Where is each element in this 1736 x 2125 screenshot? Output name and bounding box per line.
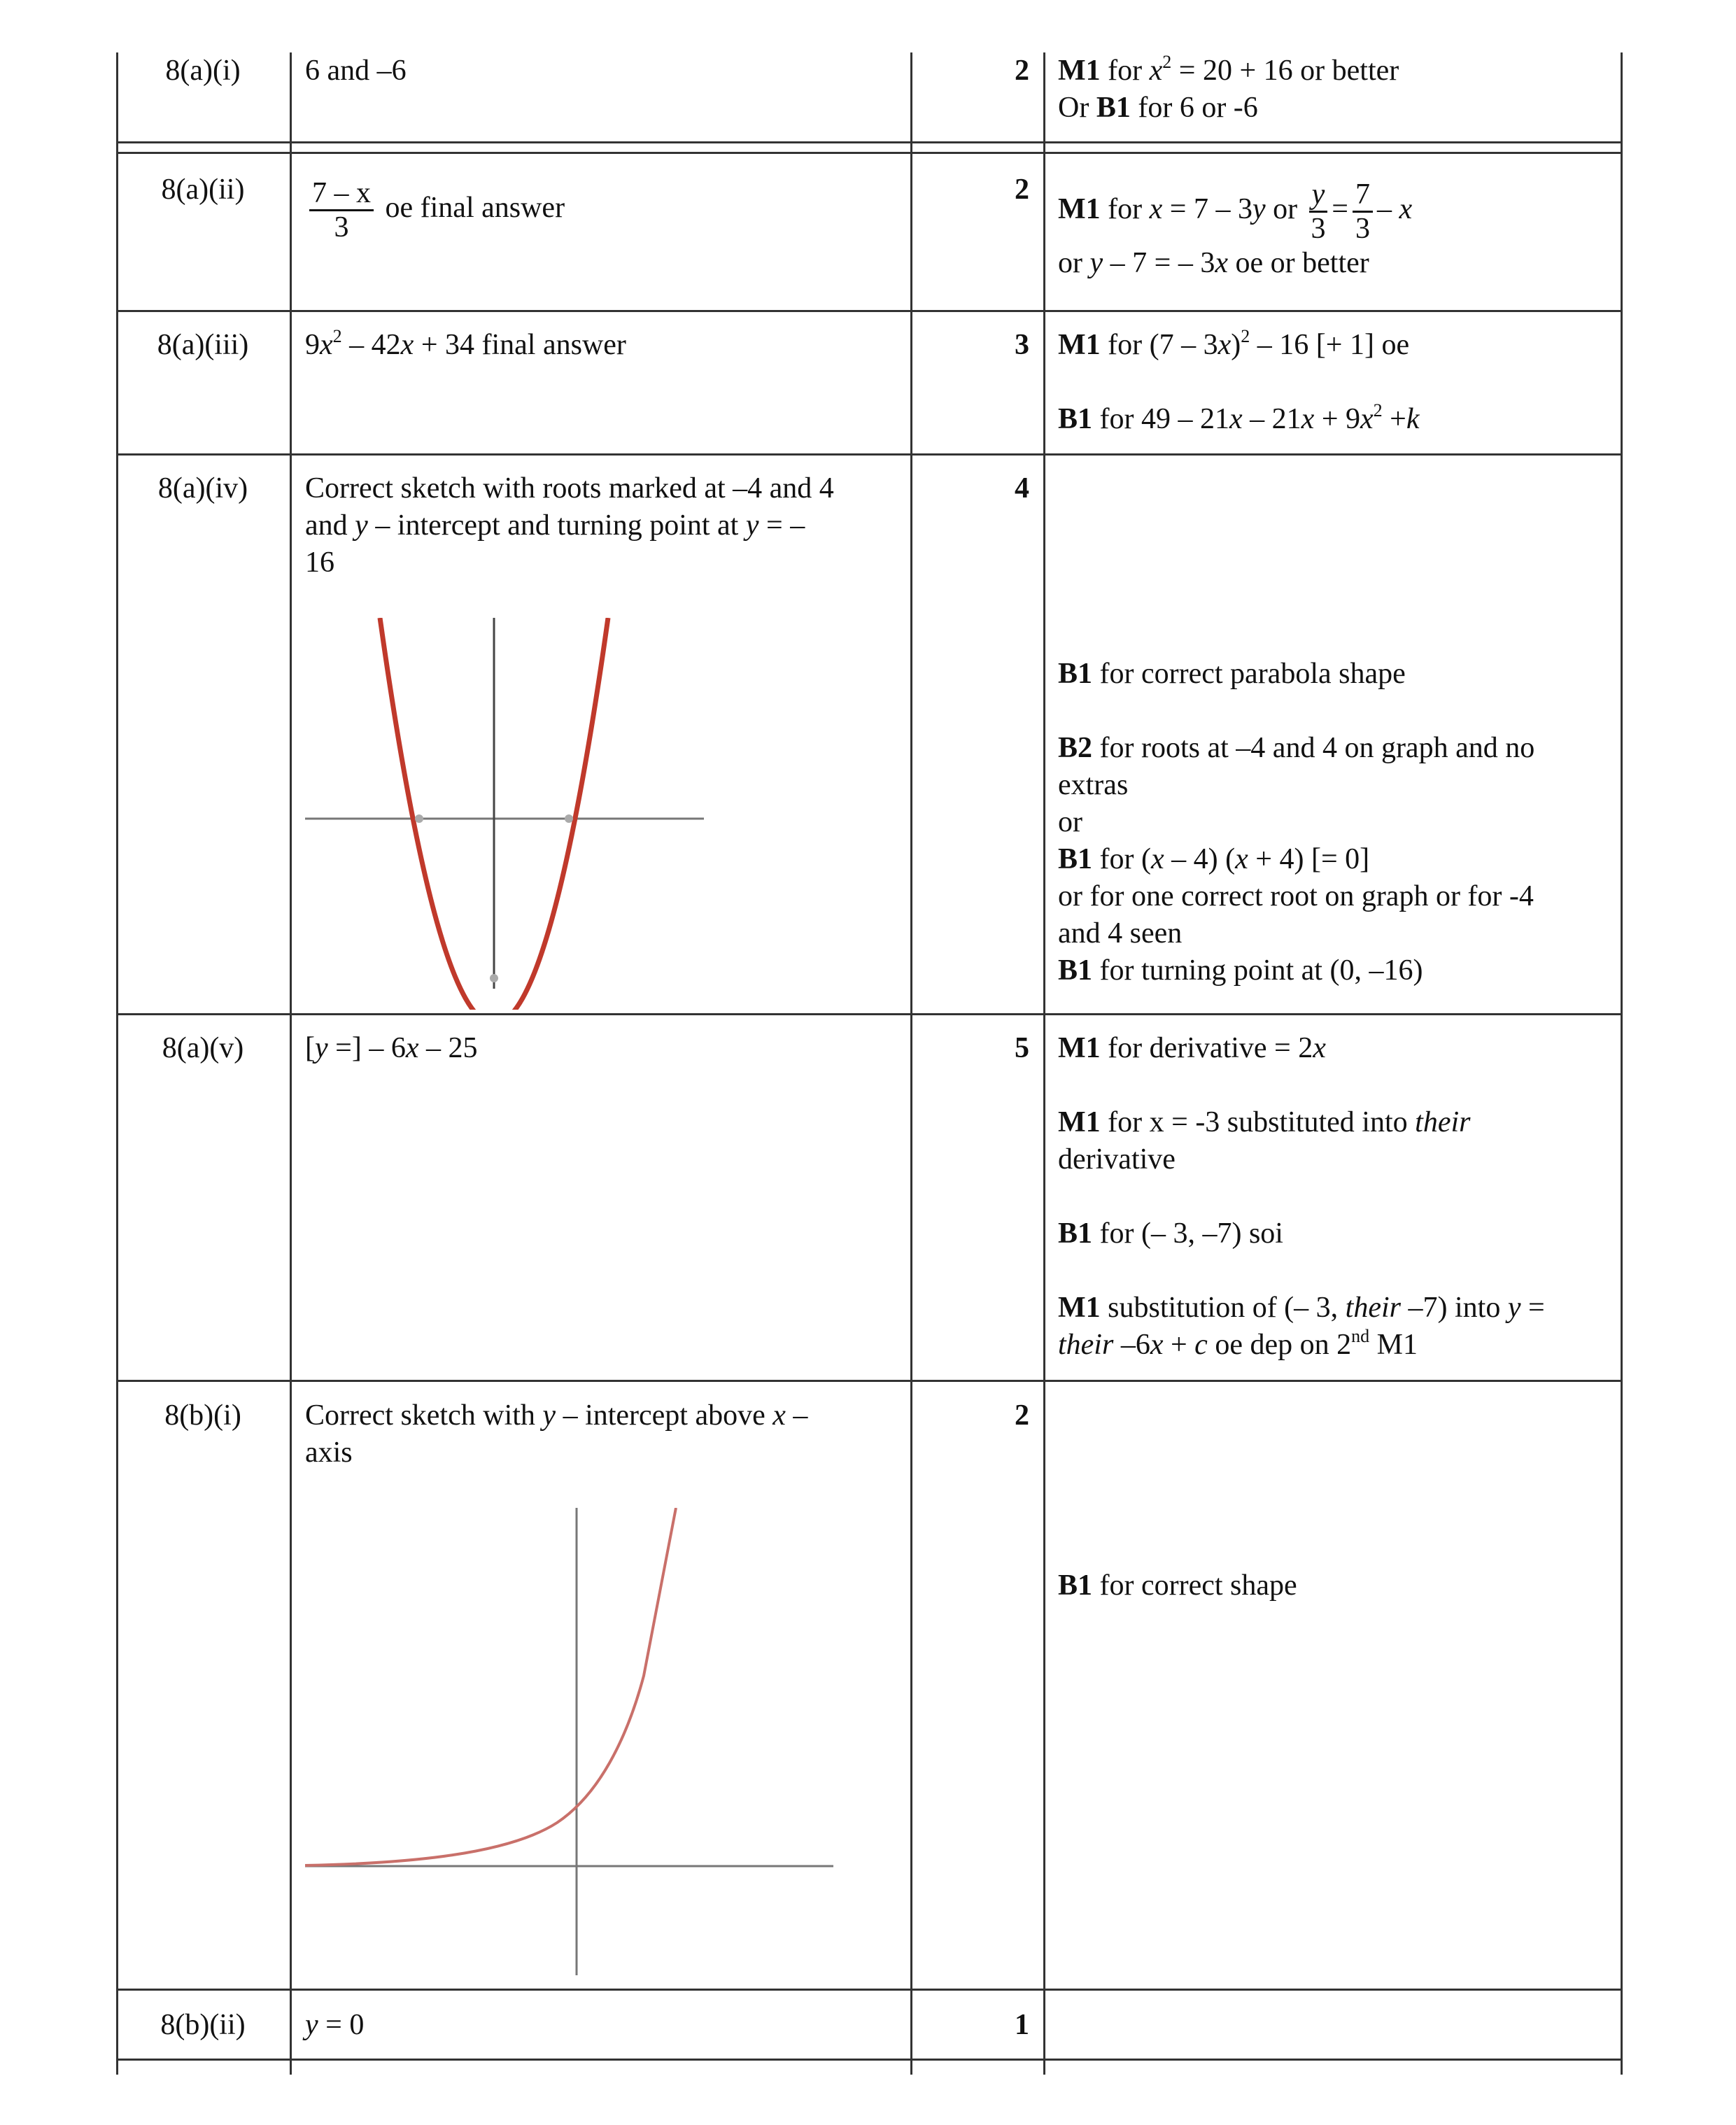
marks: 1	[1015, 2009, 1029, 2041]
rule-row6-bottom	[116, 1989, 1623, 1991]
answer: Correct sketch with roots marked at –4 and 4 and y – intercept and turning point at y = – 16	[305, 472, 834, 579]
answer: $9x^2 - 42x + 34$ final answer	[305, 326, 626, 361]
parabola-sketch	[305, 618, 711, 1010]
rule-col2	[910, 52, 912, 2075]
marks: 3	[1015, 329, 1029, 361]
question-number: 8(a)(v)	[162, 1032, 244, 1064]
rule-double-top	[116, 141, 1623, 143]
question-number: 8(b)(i)	[164, 1399, 241, 1432]
marks: 2	[1015, 174, 1029, 206]
rule-row5-bottom	[116, 1380, 1623, 1382]
rule-double-bottom	[116, 152, 1623, 154]
answer: Correct sketch with y – intercept above x – axis	[305, 1399, 808, 1469]
root-point-left	[415, 814, 423, 823]
guidance: M1 for derivative = 2x M1 for x = -3 substituted into their derivative B1 for (– 3, –7) soi M1 substitution of (– 3, their –7) into y = their –6x + c oe dep on 2nd M1	[1058, 1032, 1545, 1361]
exponential-sketch	[305, 1508, 844, 1984]
question-number: 8(a)(ii)	[161, 174, 245, 206]
guidance: M1 for x = 7 – 3y or $\frac{y}{3}$ = $\frac{7}{3}$ – x or y – 7 = – 3x oe or better	[1058, 178, 1413, 279]
rule-row2-bottom	[116, 310, 1623, 312]
rule-row7-bottom	[116, 2059, 1623, 2061]
rule-row3-bottom	[116, 453, 1623, 456]
question-number: 8(a)(iv)	[157, 472, 248, 504]
question-number: 8(a)(i)	[165, 55, 241, 87]
root-point-right	[565, 814, 573, 823]
marks: 4	[1015, 472, 1029, 504]
answer: 6 and –6	[305, 55, 407, 87]
answer: y = 0	[305, 2009, 365, 2041]
guidance: B1 for correct shape	[1058, 1569, 1297, 1602]
guidance: M1 for $x^2 = 20 + 16$ or better Or B1 for 6 or -6	[1058, 52, 1399, 124]
guidance: M1 for (7 – 3x)$^2$ – 16 [+ 1] oe B1 for $49 - 21x - 21x + 9x^2 +k$	[1058, 326, 1420, 435]
marks: 2	[1015, 55, 1029, 87]
question-number: 8(b)(ii)	[160, 2009, 246, 2041]
turning-point	[490, 974, 498, 982]
question-number: 8(a)(iii)	[157, 329, 249, 361]
rule-right	[1621, 52, 1623, 2075]
marks: 2	[1015, 1399, 1029, 1432]
marks: 5	[1015, 1032, 1029, 1064]
exponential-curve	[305, 1508, 676, 1865]
answer: $\frac{7 - x}{3}$ oe final answer	[305, 177, 900, 243]
rule-row4-bottom	[116, 1013, 1623, 1015]
answer: [y =] – 6x – 25	[305, 1032, 478, 1064]
mark-scheme-table	[116, 52, 1623, 2075]
rule-col1	[290, 52, 292, 2075]
answer-fraction: $\frac{7 - x}{3}$	[309, 177, 374, 243]
guidance: B1 for correct parabola shape B2 for roots at –4 and 4 on graph and no extras or B1 for (x – 4) (x + 4) [= 0] or for one correct root on graph or for -4 and 4 seen B1 for turning point at (0, –16)	[1058, 658, 1535, 987]
rule-col3	[1043, 52, 1045, 2075]
